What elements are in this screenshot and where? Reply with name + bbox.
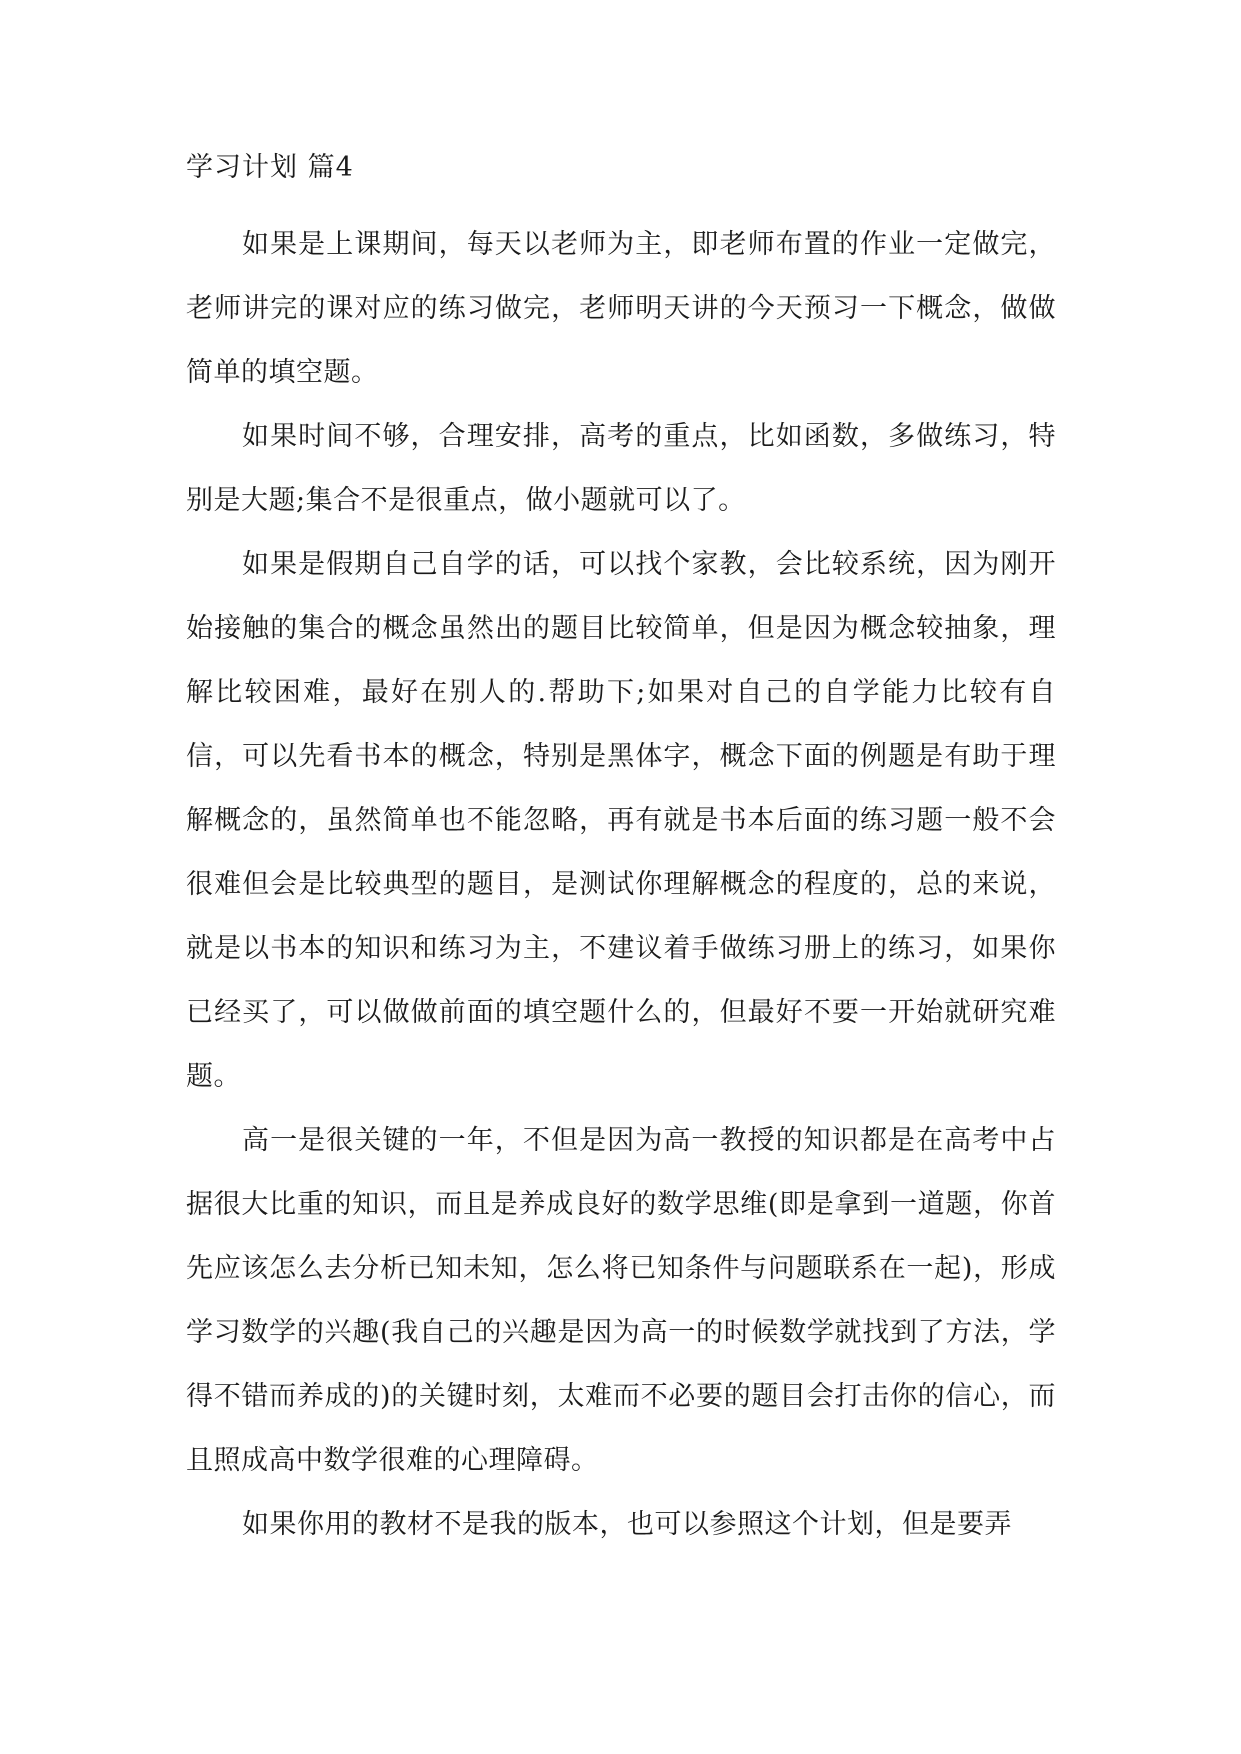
paragraph-4: 高一是很关键的一年，不但是因为高一教授的知识都是在高考中占据很大比重的知识，而且是养成良好的数学思维(即是拿到一道题，你首先应该怎么去分析已知未知，怎么将已知条件与问题联系在一起)，形成学习数学的兴趣(我自己的兴趣是因为高一的时候数学就找到了方法，学得不错而养成的)的关键时刻，太难而不必要的题目会打击你的信心，而且照成高中数学很难的心理障碍。: [186, 1125, 1056, 1476]
paragraph-2: 如果时间不够，合理安排，高考的重点，比如函数，多做练习，特别是大题;集合不是很重点，做小题就可以了。: [186, 421, 1056, 516]
section-heading: 学习计划 篇4: [186, 152, 354, 183]
paragraph-1: 如果是上课期间，每天以老师为主，即老师布置的作业一定做完，老师讲完的课对应的练习做完，老师明天讲的今天预习一下概念，做做简单的填空题。: [186, 229, 1056, 388]
paragraph-5: 如果你用的教材不是我的版本，也可以参照这个计划，但是要弄: [242, 1509, 1012, 1540]
paragraph-3: 如果是假期自己自学的话，可以找个家教，会比较系统，因为刚开始接触的集合的概念虽然出的题目比较简单，但是因为概念较抽象，理解比较困难，最好在别人的.帮助下;如果对自己的自学能力比较有自信，可以先看书本的概念，特别是黑体字，概念下面的例题是有助于理解概念的，虽然简单也不能忽略，再有就是书本后面的练习题一般不会很难但会是比较典型的题目，是测试你理解概念的程度的，总的来说，就是以书本的知识和练习为主，不建议着手做练习册上的练习，如果你已经买了，可以做做前面的填空题什么的，但最好不要一开始就研究难题。: [186, 549, 1056, 1092]
document-page: [186, 148, 1056, 1557]
